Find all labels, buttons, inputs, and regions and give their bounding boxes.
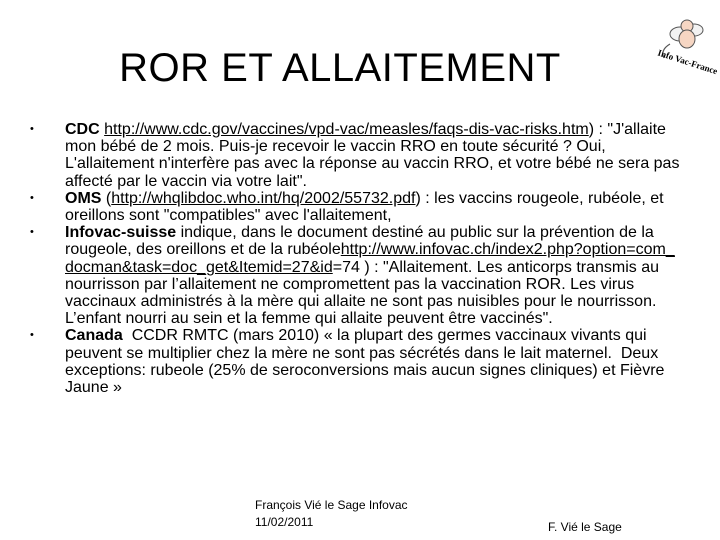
footer-date: 11/02/2011: [255, 515, 314, 529]
link-oms[interactable]: http://whqlibdoc.who.int/hq/2002/55732.pdf: [111, 189, 416, 207]
bullet-label: Canada: [65, 327, 123, 345]
bullet-text: ) : les vaccins rougeole, rubéole, et oreillons sont "compatibles" avec l'allaitement,: [65, 189, 664, 225]
link-infovac[interactable]: http://www.infovac.ch/index2.php?option=com_docman&task=doc_get&Itemid=27&id: [65, 241, 675, 276]
cherub-logo-icon: [650, 10, 720, 90]
list-item: • OMS (http://whqlibdoc.who.int/hq/2002/55732.pdf) : les vaccins rougeole, rubéole, et oreillons sont "compatibles" avec l'allaitement,: [30, 189, 664, 225]
bullet-dot: •: [30, 329, 34, 342]
bullet-label: CDC: [65, 121, 100, 138]
link-cdc[interactable]: http://www.cdc.gov/vaccines/vpd-vac/measles/faqs-dis-vac-risks.htm: [104, 121, 589, 138]
bullet-dot: •: [30, 123, 34, 135]
bullet-label: Infovac-suisse: [65, 224, 177, 242]
footer-center: [255, 497, 455, 531]
footer-author: François Vié le Sage Infovac: [255, 498, 408, 512]
bullet-dot: •: [30, 191, 34, 204]
list-item: [30, 224, 680, 327]
bullet-text: indique, dans le document destiné au public sur la prévention de la rougeole, des oreillons et de la rubéole: [65, 224, 654, 259]
bullet-text: ) : "J'allaite mon bébé de 2 mois. Puis-je recevoir le vaccin RRO en toute sécurité ? Oui, L'allaitement n'interfère pas avec la réponse au vaccin RRO, et votre bébé ne sera pas affecté par le vaccin via votre lait".: [65, 121, 680, 190]
bullet-list: [30, 121, 680, 396]
bullet-dot: •: [30, 226, 34, 239]
bullet-text: CCDR RMTC (mars 2010) « la plupart des germes vaccinaux vivants qui peuvent se multiplier chez la mère ne sont pas sécrétés dans le lait maternel. Deux exceptions: rubeole (25% de seroconversions mais aucun signes cliniques) et Fièvre Jaune »: [65, 327, 669, 397]
infovac-logo: [650, 10, 720, 90]
slide-title: ROR ET ALLAITEMENT: [119, 46, 561, 90]
footer-right: F. Vié le Sage: [548, 520, 622, 534]
list-item: [30, 121, 680, 190]
bullet-text: =74 ) : "Allaitement. Les anticorps transmis au nourrisson par l’allaitement ne compromettent pas la vaccination ROR. Les virus vaccinaux administrés à la mère qui allaite ne sont pas nuisibles pour le nourrisson. L’enfant nourri au sein et la femme qui allaite peuvent être vaccinés".: [65, 258, 660, 328]
list-item: [30, 327, 680, 396]
logo-text: Info Vac-France: [656, 47, 719, 77]
bullet-label: OMS: [65, 189, 102, 207]
